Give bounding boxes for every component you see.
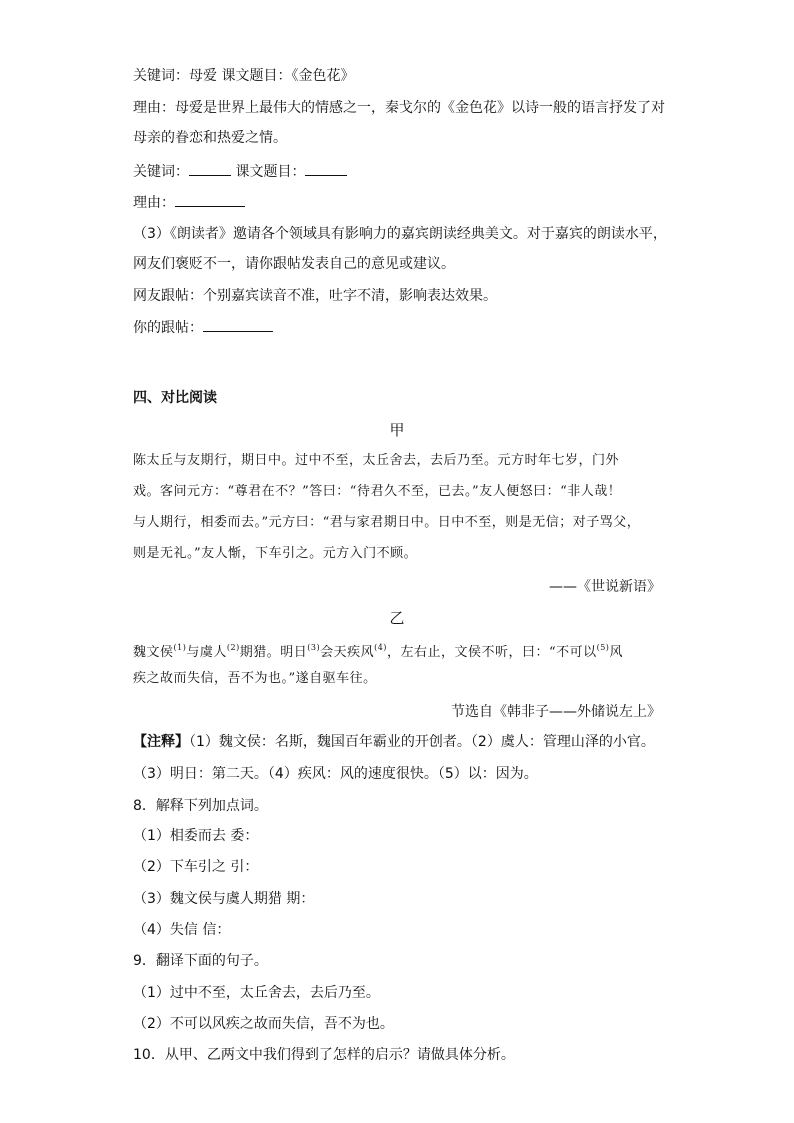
note-ref-3: (3) — [307, 643, 321, 652]
keyword-label: 关键词： — [133, 164, 189, 180]
yi-seg-c: 期猎。明日 — [239, 645, 308, 660]
question-10: 10．从甲、乙两文中我们得到了怎样的启示？请做具体分析。 — [133, 1047, 515, 1063]
q3-prompt-line1: （3）《朗读者》邀请各个领域具有影响力的嘉宾朗读经典美文。对于嘉宾的朗读水平， — [133, 226, 667, 242]
reason-label: 理由： — [133, 195, 175, 211]
note-ref-4: (4) — [374, 643, 387, 652]
yi-seg-d: 会天疾风 — [320, 645, 375, 660]
question-9-2: （2）不可以风疾之故而失信，吾不为也。 — [133, 1016, 394, 1032]
keyword-example: 关键词：母爱 课文题目：《金色花》 — [133, 68, 355, 84]
yi-seg-f: 风 — [609, 645, 623, 660]
jia-line-2: 戏。客问元方：“尊君在不？”答曰：“待君久不至，已去。”友人便怒曰：“非人哉！ — [133, 484, 622, 499]
question-8: 8．解释下列加点词。 — [133, 798, 268, 814]
your-post-label: 你的跟帖： — [133, 320, 203, 336]
question-9: 9．翻译下面的句子。 — [133, 953, 268, 969]
question-8-1: （1）相委而去 委： — [133, 828, 259, 844]
text-yi-title: 乙 — [389, 609, 405, 627]
note-ref-1: (1) — [173, 643, 187, 652]
reason-example-line1: 理由：母爱是世界上最伟大的情感之一，秦戈尔的《金色花》以诗一般的语言抒发了对 — [133, 100, 665, 116]
question-8-3: （3）魏文侯与虞人期猎 期： — [133, 891, 315, 907]
jia-line-1: 陈太丘与友期行，期日中。过中不至，太丘舍去，去后乃至。元方时年七岁，门外 — [133, 453, 620, 468]
keyword-answer-line — [133, 161, 347, 182]
notes-label: 【注释】 — [133, 734, 189, 750]
yi-seg-e: ，左右止，文侯不听，曰：“不可以 — [386, 645, 597, 660]
note-ref-2: (2) — [226, 643, 240, 652]
yi-source: 节选自《韩非子——外储说左上》 — [451, 704, 661, 720]
title-blank[interactable] — [305, 161, 347, 176]
reason-blank[interactable] — [175, 192, 245, 207]
notes-line-2: （3）明日：第二天。（4）疾风：风的速度很快。（5）以：因为。 — [133, 766, 538, 782]
reason-example-line2: 母亲的眷恋和热爱之情。 — [133, 130, 287, 146]
question-8-4: （4）失信 信： — [133, 922, 231, 938]
title-label: 课文题目： — [231, 164, 306, 180]
section-heading: 四、对比阅读 — [133, 390, 217, 406]
jia-line-3: 与人期行，相委而去。”元方曰：“君与家君期日中。日中不至，则是无信；对子骂父， — [133, 515, 641, 530]
question-9-1: （1）过中不至，太丘舍去，去后乃至。 — [133, 985, 380, 1001]
notes-line-1 — [133, 732, 655, 752]
jia-line-4: 则是无礼。”友人惭，下车引之。元方入门不顾。 — [133, 546, 418, 561]
yi-seg-b: 与虞人 — [186, 645, 227, 660]
yi-line-2: 疾之故而失信，吾不为也。”遂自驱车往。 — [133, 671, 377, 686]
keyword-blank[interactable] — [189, 161, 231, 176]
note-ref-5: (5) — [596, 643, 610, 652]
yi-seg-a: 魏文侯 — [133, 645, 174, 660]
your-post-blank[interactable] — [203, 317, 273, 332]
your-post-line — [133, 317, 273, 338]
text-jia-title: 甲 — [389, 421, 405, 439]
q3-prompt-line2: 网友们褒贬不一，请你跟帖发表自己的意见或建议。 — [133, 256, 455, 272]
netizen-post: 网友跟帖：个别嘉宾读音不准，吐字不清，影响表达效果。 — [133, 288, 497, 304]
yi-line-1 — [133, 638, 623, 663]
notes-text-1: （1）魏文侯：名斯，魏国百年霸业的开创者。（2）虞人：管理山泽的小官。 — [189, 734, 655, 750]
reason-answer-line — [133, 192, 245, 213]
question-8-2: （2）下车引之 引： — [133, 859, 259, 875]
jia-source: ——《世说新语》 — [549, 579, 661, 595]
